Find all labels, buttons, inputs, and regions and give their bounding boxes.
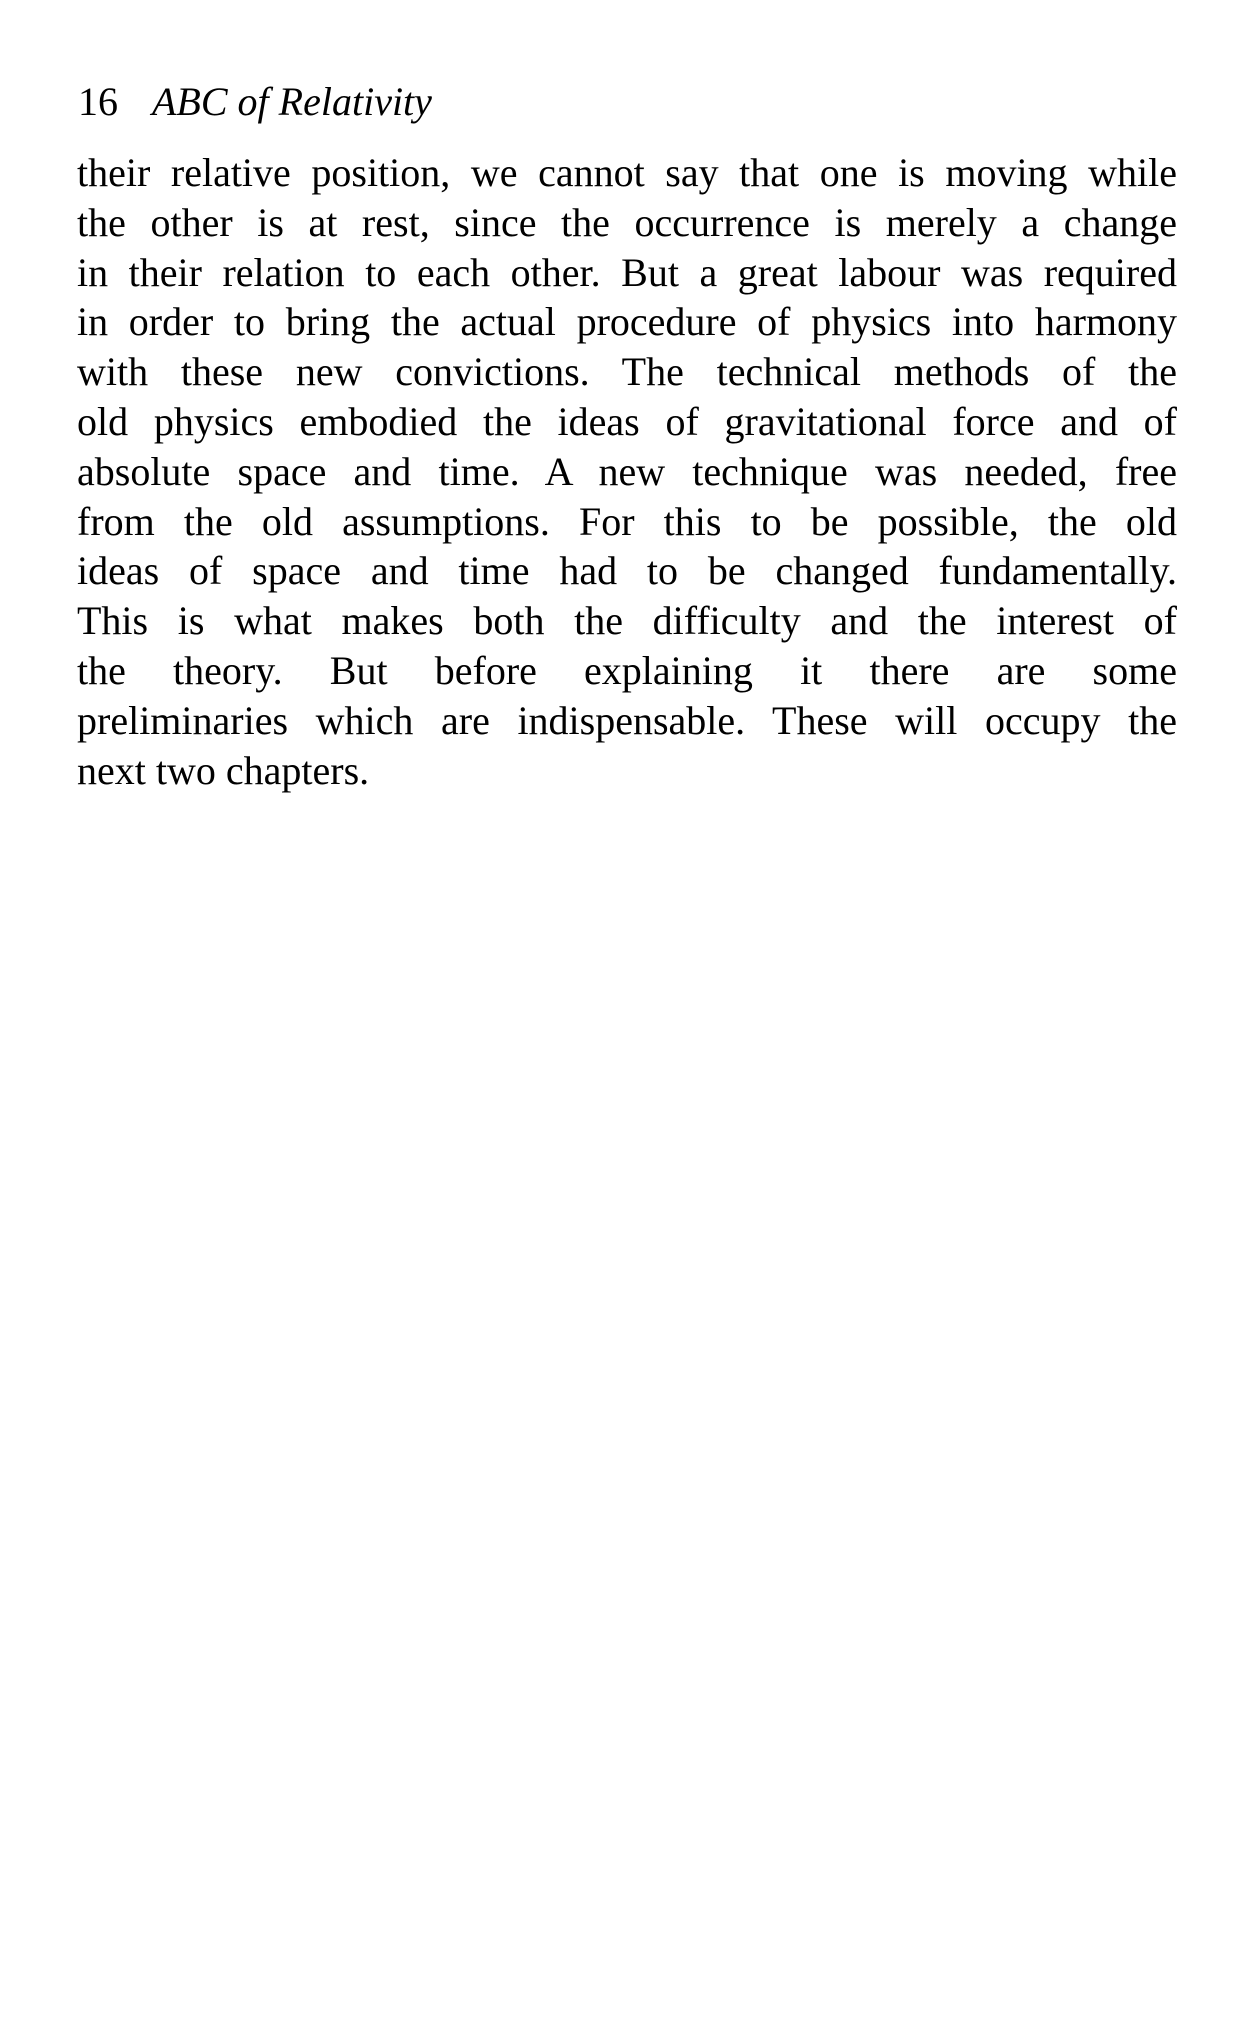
book-title: ABC of Relativity <box>152 79 432 124</box>
text-line-5: with these new convictions. The technical methods of the <box>77 349 1177 395</box>
page-number: 16 <box>78 79 118 124</box>
text-line-8: from the old assumptions. For this to be possible, the old <box>77 498 1177 544</box>
text-line-3: in their relation to each other. But a great labour was required <box>77 249 1177 295</box>
running-head <box>78 78 432 126</box>
text-line-6: old physics embodied the ideas of gravitational force and of <box>77 398 1177 444</box>
text-line-11: the theory. But before explaining it there are some <box>77 647 1177 693</box>
text-line-2: the other is at rest, since the occurrence is merely a change <box>77 199 1177 245</box>
text-line-9: ideas of space and time had to be changed fundamentally. <box>77 548 1177 594</box>
body-paragraph <box>77 148 1177 795</box>
text-line-12: preliminaries which are indispensable. These will occupy the <box>77 697 1177 743</box>
text-line-1: their relative position, we cannot say that one is moving while <box>77 150 1177 195</box>
text-line-4: in order to bring the actual procedure of physics into harmony <box>77 299 1177 345</box>
text-line-7: absolute space and time. A new technique was needed, free <box>77 448 1177 494</box>
text-line-10: This is what makes both the difficulty and the interest of <box>77 598 1177 644</box>
text-line-13: next two chapters. <box>77 747 370 793</box>
